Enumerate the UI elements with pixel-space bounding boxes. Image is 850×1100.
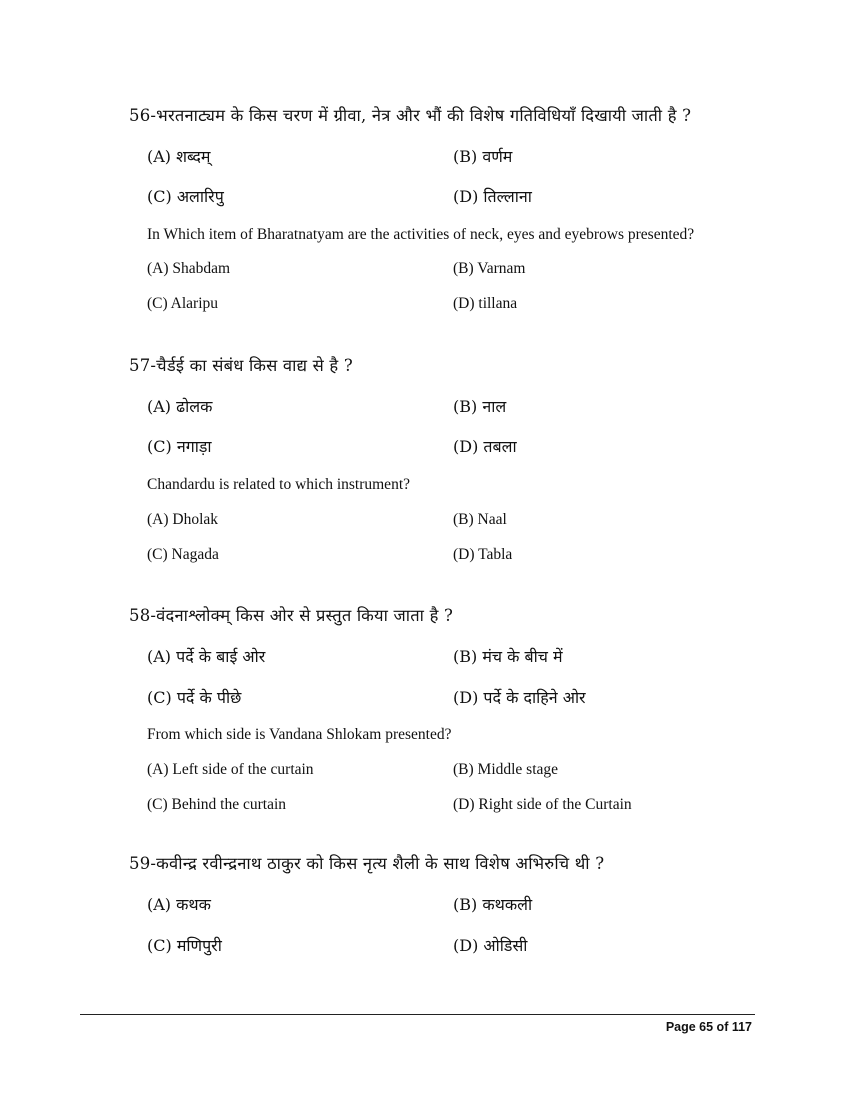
q56-hindi-option-b: (B) वर्णम (453, 147, 513, 166)
q59-hindi-option-b: (B) कथकली (453, 895, 533, 914)
q59-hindi-option-c: (C) मणिपुरी (147, 936, 222, 955)
q57-hindi-option-c: (C) नगाड़ा (147, 437, 212, 456)
question-58-hindi-title: 58-वंदनाश्लोक्म् किस ओर से प्रस्तुत किया जाता है ? (129, 606, 454, 625)
q57-hindi-option-d: (D) तबला (453, 437, 517, 456)
q56-hindi-option-d: (D) तिल्लाना (453, 187, 532, 206)
q56-english-option-c: (C) Alaripu (147, 295, 219, 312)
q56-hindi-option-a: (A) शब्दम् (147, 147, 211, 166)
question-56-hindi-title: 56-भरतनाट्यम के किस चरण में ग्रीवा, नेत्र और भौं की विशेष गतिविधियाँ दिखायी जाती है ? (129, 106, 692, 125)
q56-english-option-d: (D) tillana (453, 295, 518, 312)
q58-english-option-b: (B) Middle stage (453, 761, 559, 778)
question-59-hindi-title: 59-कवीन्द्र रवीन्द्रनाथ ठाकुर को किस नृत्य शैली के साथ विशेष अभिरुचि थी ? (129, 854, 605, 873)
q57-english-option-c: (C) Nagada (147, 546, 219, 563)
q58-hindi-option-c: (C) पर्दे के पीछे (147, 688, 242, 707)
q58-english-option-a: (A) Left side of the curtain (147, 761, 314, 778)
q58-hindi-option-d: (D) पर्दे के दाहिने ओर (453, 688, 586, 707)
question-56-english-text: In Which item of Bharatnatyam are the activities of neck, eyes and eyebrows presented? (147, 226, 695, 243)
q57-hindi-option-b: (B) नाल (453, 397, 507, 416)
q57-english-option-d: (D) Tabla (453, 546, 513, 563)
page-number: Page 65 of 117 (665, 1020, 752, 1034)
footer-divider (80, 1014, 755, 1015)
q58-english-option-d: (D) Right side of the Curtain (453, 796, 632, 813)
question-58-english-text: From which side is Vandana Shlokam presented? (147, 726, 452, 743)
q56-english-option-a: (A) Shabdam (147, 260, 231, 277)
q59-hindi-option-d: (D) ओडिसी (453, 936, 528, 955)
q58-english-option-c: (C) Behind the curtain (147, 796, 287, 813)
question-57-hindi-title: 57-चैर्डई का संबंध किस वाद्य से है ? (129, 356, 353, 375)
q57-english-option-a: (A) Dholak (147, 511, 219, 528)
q59-hindi-option-a: (A) कथक (147, 895, 211, 914)
q57-hindi-option-a: (A) ढोलक (147, 397, 213, 416)
question-57-english-text: Chandardu is related to which instrument? (147, 476, 411, 493)
q56-hindi-option-c: (C) अलारिपु (147, 187, 224, 206)
q56-english-option-b: (B) Varnam (453, 260, 526, 277)
q57-english-option-b: (B) Naal (453, 511, 507, 528)
q58-hindi-option-b: (B) मंच के बीच में (453, 647, 563, 666)
q58-hindi-option-a: (A) पर्दे के बाई ओर (147, 647, 266, 666)
